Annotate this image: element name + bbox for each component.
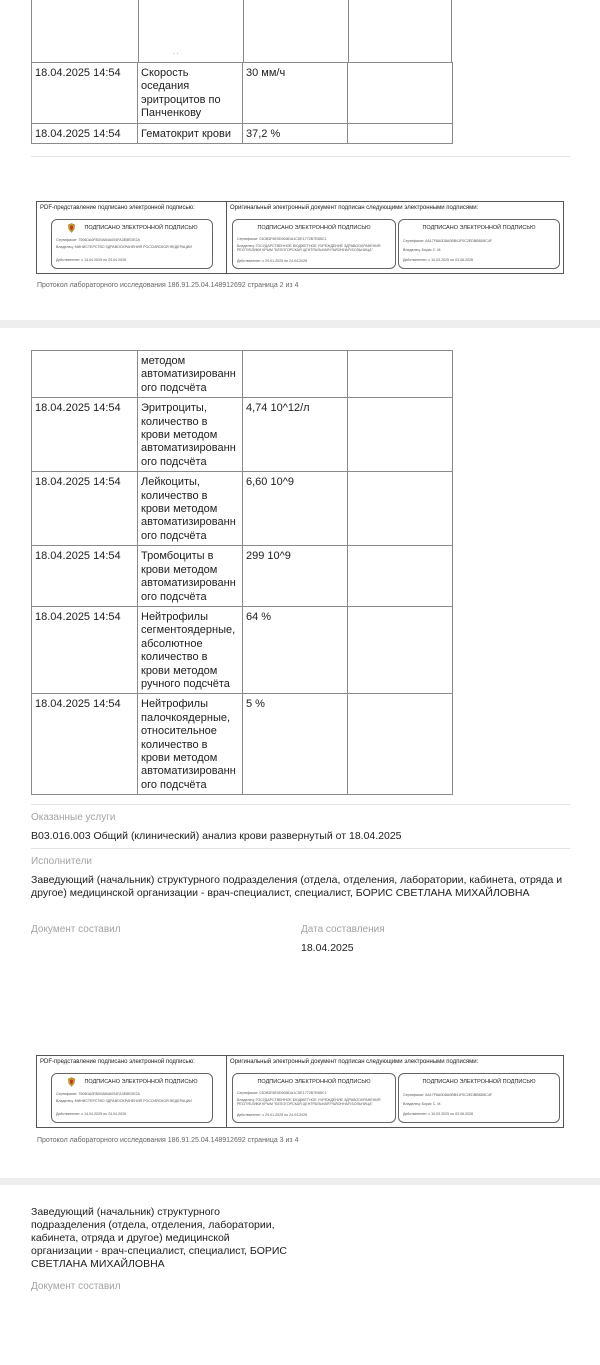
composer-label-clipped: Документ составил <box>31 1281 121 1292</box>
signature-stamp <box>51 219 213 269</box>
cell-value: 37,2 % <box>243 123 348 143</box>
table-row <box>32 694 453 795</box>
document-page-4 <box>0 1185 600 1365</box>
table-row <box>32 123 453 143</box>
cell-test-name: Скорость оседания эритроцитов по Панченкову <box>138 63 243 124</box>
cell-datetime: 18.04.2025 14:54 <box>32 398 138 472</box>
stamp-owner: Владелец: МИНИСТЕРСТВО ЗДРАВООХРАНЕНИЯ РОССИЙСКОЙ ФЕДЕРАЦИИ <box>56 245 192 249</box>
cell-note <box>348 606 453 693</box>
services-value: B03.016.003 Общий (клинический) анализ крови развернутый от 18.04.2025 <box>31 830 402 842</box>
table-row <box>32 546 453 607</box>
cell-note <box>348 351 453 398</box>
performers-label: Исполнители <box>31 856 93 867</box>
table-fragment-row <box>31 0 452 62</box>
signature-stamp <box>51 1073 213 1123</box>
lab-results-table <box>31 62 453 144</box>
divider <box>31 848 570 849</box>
document-page-2 <box>0 0 600 320</box>
signature-stamp <box>232 219 396 269</box>
stamp-title: ПОДПИСАНО ЭЛЕКТРОННОЙ ПОДПИСЬЮ <box>84 1079 198 1085</box>
performers-value: Заведующий (начальник) структурного подразделения (отдела, отделения, лаборатории, кабинета, отряда и другое) медицинской организации - врач-специалист, специалист, БОРИС СВЕТЛАНА МИХАЙЛОВНА <box>31 874 563 899</box>
cell-note <box>348 546 453 607</box>
stamp-title: ПОДПИСАНО ЭЛЕКТРОННОЙ ПОДПИСЬЮ <box>422 225 536 231</box>
stamp-validity: Действителен: с 10.03.2025 по 03.06.2026 <box>403 1112 474 1116</box>
stamp-certificate: Сертификат: 7506DA0F8D0AB4A004FA3E8EDE2A <box>56 238 140 242</box>
cell-datetime: 18.04.2025 14:54 <box>32 472 138 546</box>
cell-datetime: 18.04.2025 14:54 <box>32 606 138 693</box>
performers-value: Заведующий (начальник) структурного подразделения (отдела, отделения, лаборатории, кабинета, отряда и другое) медицинской организации - врач-специалист, специалист, БОРИС СВЕТЛАНА МИХАЙЛОВНА <box>31 1206 288 1270</box>
lab-results-table <box>31 350 453 795</box>
divider <box>31 156 570 157</box>
stamp-validity: Действителен: с 29.01.2025 по 24.04.2026 <box>237 259 308 263</box>
original-signature-header: Оригинальный электронный документ подписан следующими электронными подписями: <box>230 205 479 211</box>
pdf-signature-panel <box>37 1056 227 1127</box>
cell-test-name: Лейкоциты, количество в крови методом автоматизированн ого подсчёта <box>138 472 243 546</box>
signature-stamp <box>232 1073 396 1123</box>
cell-datetime: 18.04.2025 14:54 <box>32 546 138 607</box>
table-row <box>32 472 453 546</box>
table-row <box>32 398 453 472</box>
table-row <box>32 63 453 124</box>
stamp-certificate: Сертификат: 7506DA0F8D0AB4A004FA3E8EDE2A <box>56 1092 140 1096</box>
cell-value: 4,74 10^12/л <box>243 398 348 472</box>
cell-test-name: Нейтрофилы сегментоядерные, абсолютное количество в крови методом ручного подсчёта <box>138 606 243 693</box>
cell-datetime <box>32 351 138 398</box>
stamp-owner: Владелец: Борис С. М. <box>403 1102 442 1106</box>
stamp-owner: Владелец: ГОСУДАРСТВЕННОЕ БЮДЖЕТНОЕ УЧРЕЖДЕНИЕ ЗДРАВООХРАНЕНИЯ РЕСПУБЛИКИ КРЫМ "БЕЛОГОРСКАЯ ЦЕНТРАЛЬНАЯ РАЙОННАЯ БОЛЬНИЦА" <box>237 244 381 253</box>
stamp-owner: Владелец: МИНИСТЕРСТВО ЗДРАВООХРАНЕНИЯ РОССИЙСКОЙ ФЕДЕРАЦИИ <box>56 1099 192 1103</box>
protocol-footer: Протокол лабораторного исследования 186.91.25.04.148912692 страница 2 из 4 <box>37 282 299 289</box>
stamp-validity: Действителен: с 29.01.2025 по 24.04.2026 <box>237 1113 308 1117</box>
cell-note <box>348 472 453 546</box>
signature-stamp <box>398 219 560 269</box>
cell-value: 5 % <box>243 694 348 795</box>
original-signature-panel <box>227 202 563 273</box>
cell-value: 299 10^9 <box>243 546 348 607</box>
stamp-title: ПОДПИСАНО ЭЛЕКТРОННОЙ ПОДПИСЬЮ <box>84 225 198 231</box>
stamp-validity: Действителен: с 14.04.2025 по 24.04.2026 <box>56 258 127 262</box>
stamp-title: ПОДПИСАНО ЭЛЕКТРОННОЙ ПОДПИСЬЮ <box>257 225 371 231</box>
stamp-certificate: Сертификат: 6A17F8A0D8A0BB41F0C2EDBB8D8C4F <box>403 239 493 243</box>
clipped-text-fragment: · · <box>173 51 179 57</box>
stamp-owner: Владелец: ГОСУДАРСТВЕННОЕ БЮДЖЕТНОЕ УЧРЕЖДЕНИЕ ЗДРАВООХРАНЕНИЯ РЕСПУБЛИКИ КРЫМ "БЕЛОГОРСКАЯ ЦЕНТРАЛЬНАЯ РАЙОННАЯ БОЛЬНИЦА" <box>237 1098 381 1107</box>
pdf-signature-header: PDF-представление подписано электронной подписью: <box>40 205 195 211</box>
cell-test-name: Эритроциты, количество в крови методом автоматизированн ого подсчёта <box>138 398 243 472</box>
document-page-3 <box>0 328 600 1178</box>
original-signature-panel <box>227 1056 563 1127</box>
cell-value: 64 % <box>243 606 348 693</box>
cell-note <box>348 63 453 124</box>
cell-note <box>348 398 453 472</box>
original-signature-header: Оригинальный электронный документ подписан следующими электронными подписями: <box>230 1059 479 1065</box>
cell-value: 30 мм/ч <box>243 63 348 124</box>
cell-datetime: 18.04.2025 14:54 <box>32 63 138 124</box>
pdf-signature-header: PDF-представление подписано электронной подписью: <box>40 1059 195 1065</box>
table-row <box>32 351 453 398</box>
composer-label: Документ составил <box>31 924 121 935</box>
stamp-certificate: Сертификат: 6A17F8A0D8A0BB41F0C2EDBB8D8C4F <box>403 1093 493 1097</box>
signature-block <box>36 201 564 274</box>
cell-datetime: 18.04.2025 14:54 <box>32 123 138 143</box>
cell-value <box>243 351 348 398</box>
cell-note <box>348 123 453 143</box>
signature-stamp <box>398 1073 560 1123</box>
stamp-certificate: Сертификат: 01DB3F6E0D9D8DA1CDE1772B7E6BC1 <box>237 237 327 241</box>
cell-test-name: Нейтрофилы палочкоядерные, относительное количество в крови методом автоматизированн ого подсчёта <box>138 694 243 795</box>
pdf-signature-panel <box>37 202 227 273</box>
signature-block <box>36 1055 564 1128</box>
cell-value: 6,60 10^9 <box>243 472 348 546</box>
date-value: 18.04.2025 <box>301 942 354 954</box>
stamp-title: ПОДПИСАНО ЭЛЕКТРОННОЙ ПОДПИСЬЮ <box>257 1079 371 1085</box>
stamp-title: ПОДПИСАНО ЭЛЕКТРОННОЙ ПОДПИСЬЮ <box>422 1079 536 1085</box>
date-label: Дата составления <box>301 924 385 935</box>
stamp-owner: Владелец: Борис С. М. <box>403 248 442 252</box>
services-label: Оказанные услуги <box>31 812 116 823</box>
stamp-validity: Действителен: с 14.04.2025 по 24.04.2026 <box>56 1112 127 1116</box>
table-row <box>32 606 453 693</box>
protocol-footer: Протокол лабораторного исследования 186.91.25.04.148912692 страница 3 из 4 <box>37 1137 299 1144</box>
cell-test-name: Тромбоциты в крови методом автоматизированн ого подсчёта <box>138 546 243 607</box>
stamp-certificate: Сертификат: 01DB3F6E0D9D8DA1CDE1772B7E6BC1 <box>237 1091 327 1095</box>
cell-note <box>348 694 453 795</box>
cell-datetime: 18.04.2025 14:54 <box>32 694 138 795</box>
divider <box>31 804 570 805</box>
cell-test-name: методом автоматизированн ого подсчёта <box>138 351 243 398</box>
stamp-validity: Действителен: с 10.03.2025 по 03.06.2026 <box>403 258 474 262</box>
cell-test-name: Гематокрит крови <box>138 123 243 143</box>
